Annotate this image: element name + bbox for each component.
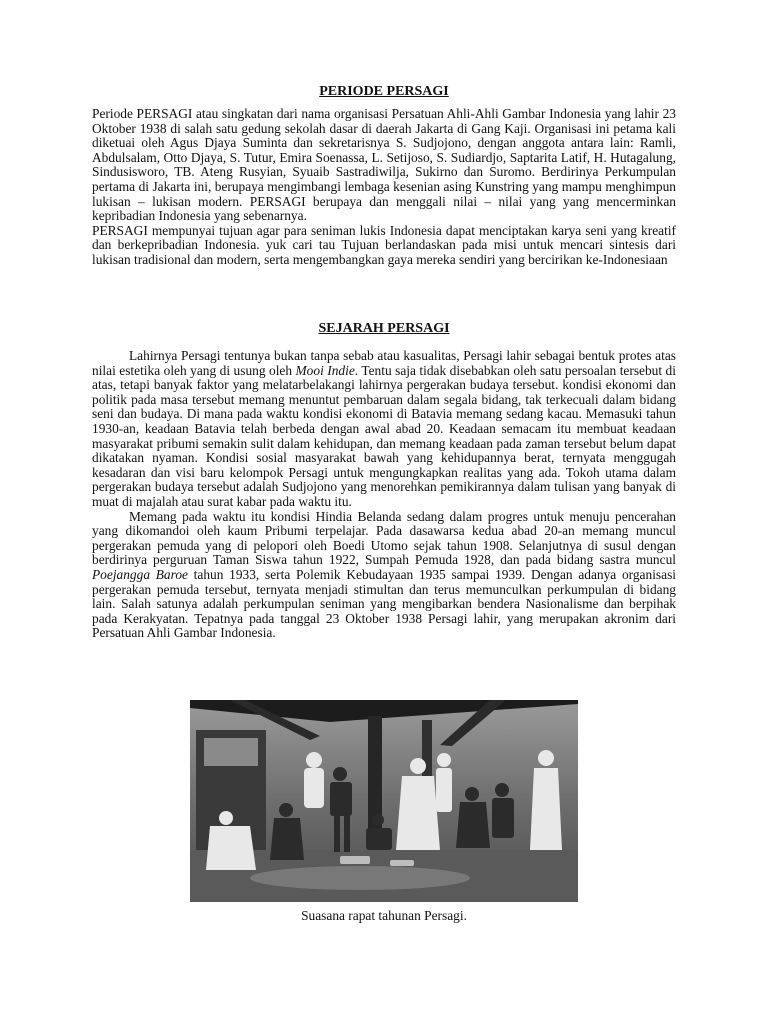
section-sejarah-body — [92, 349, 676, 641]
sejarah-paragraph-1 — [92, 349, 676, 510]
section-periode-body — [92, 107, 676, 268]
persagi-meeting-photo — [190, 700, 578, 902]
sejarah-p1-text-b: . Tentu saja tidak disebabkan oleh satu persoalan tersebut di atas, tetapi banyak faktor yang melatarbelakangi lahirnya pergerakan budaya tersebut. kondisi ekonomi dan politik pada masa tersebut memang menuntut pembaruan dalam segala bidang, tak terkecuali dalam bidang seni dan budaya. Di mana pada waktu kondisi ekonomi di Batavia memang sedang kacau. Memasuki tahun 1930-an, keadaan Batavia telah berbeda dengan awal abad 20. Keadaan semacam itu membuat keadaan masyarakat pribumi semakin sulit dalam kehidupan, dan memang keadaan pada zaman tersebut belum dapat dikatakan nyaman. Kondisi sosial masyarakat bawah yang kehidupannya berat, ternyata menggugah kesadaran dan visi baru kelompok Persagi untuk mengungkapkan realitas yang ada. Tokoh utama dalam pergerakan budaya tersebut adalah Sudjojono yang menorehkan pemikirannya dalam tulisan yang banyak di muat di majalah atau surat kabar pada waktu itu. — [92, 362, 676, 509]
periode-paragraph-1: Periode PERSAGI atau singkatan dari nama organisasi Persatuan Ahli-Ahli Gambar Indonesia yang lahir 23 Oktober 1938 di salah satu gedung sekolah dasar di daerah Jakarta di Gang Kaji. Organisasi ini petama kali diketuai oleh Agus Djaya Suminta dan sekretarisnya S. Sudjojono, dengan anggota antara lain: Ramli, Abdulsalam, Otto Djaya, S. Tutur, Emira Soenassa, L. Setijoso, S. Sudiardjo, Saptarita Latif, H. Hutagalung, Sindusisworo, TB. Ateng Rusyian, Syuaib Sastradiwilja, Sukirno dan Suromo. Berdirinya Perkumpulan pertama di Jakarta ini, berupaya mengimbangi lembaga kesenian asing Kunstring yang mampu menghimpun lukisan – lukisan modern. PERSAGI berupaya dan menggali nilai – nilai yang yang mencerminkan kepribadian Indonesia yang sebenarnya. — [92, 106, 676, 224]
periode-paragraph-2: PERSAGI mempunyai tujuan agar para seniman lukis Indonesia dapat menciptakan karya seni yang kreatif dan berkepribadian Indonesia. yuk cari tau Tujuan berlandaskan pada misi untuk mencari sintesis dari lukisan tradisional dan modern, serta mengembangkan gaya mereka sendiri yang bercirikan ke-Indonesiaan — [92, 222, 676, 267]
section-title-periode: PERIODE PERSAGI — [319, 84, 449, 99]
sejarah-paragraph-2 — [92, 510, 676, 641]
sejarah-p2-text-a: Memang pada waktu itu kondisi Hindia Belanda sedang dalam progres untuk menuju pencerahan yang dikomandoi oleh kaum Pribumi terpelajar. Pada dasawarsa kedua abad 20-an memang muncul pergerakan pemuda yang di pelopori oleh Boedi Utomo sejak tahun 1908. Selanjutnya di susul dengan berdirinya perguruan Taman Siswa tahun 1922, Sumpah Pemuda 1928, dan pada bidang sastra muncul — [92, 508, 676, 568]
photo-illustration — [190, 700, 578, 902]
sejarah-p1-emphasis: Mooi Indie — [295, 362, 355, 378]
sejarah-p2-text-b: tahun 1933, serta Polemik Kebudayaan 1935 sampai 1939. Dengan adanya organisasi pergerakan pemuda tersebut, ternyata menjadi stimultan dan terus memunculkan perkumpulan di bidang lain. Salah satunya adalah perkumpulan seniman yang mengibarkan bendera Nasionalisme dan berpihak pada Kerakyatan. Tepatnya pada tanggal 23 Oktober 1938 Persagi lahir, yang merupakan akronim dari Persatuan Ahli Gambar Indonesia. — [92, 566, 676, 641]
sejarah-p2-emphasis: Poejangga Baroe — [92, 566, 188, 582]
section-title-sejarah: SEJARAH PERSAGI — [318, 321, 450, 336]
sejarah-p1-text-a: Lahirnya Persagi tentunya bukan tanpa sebab atau kasualitas, Persagi lahir sebagai bentuk protes atas nilai estetika oleh yang di usung oleh — [92, 348, 676, 378]
photo-caption: Suasana rapat tahunan Persagi. — [301, 908, 467, 923]
